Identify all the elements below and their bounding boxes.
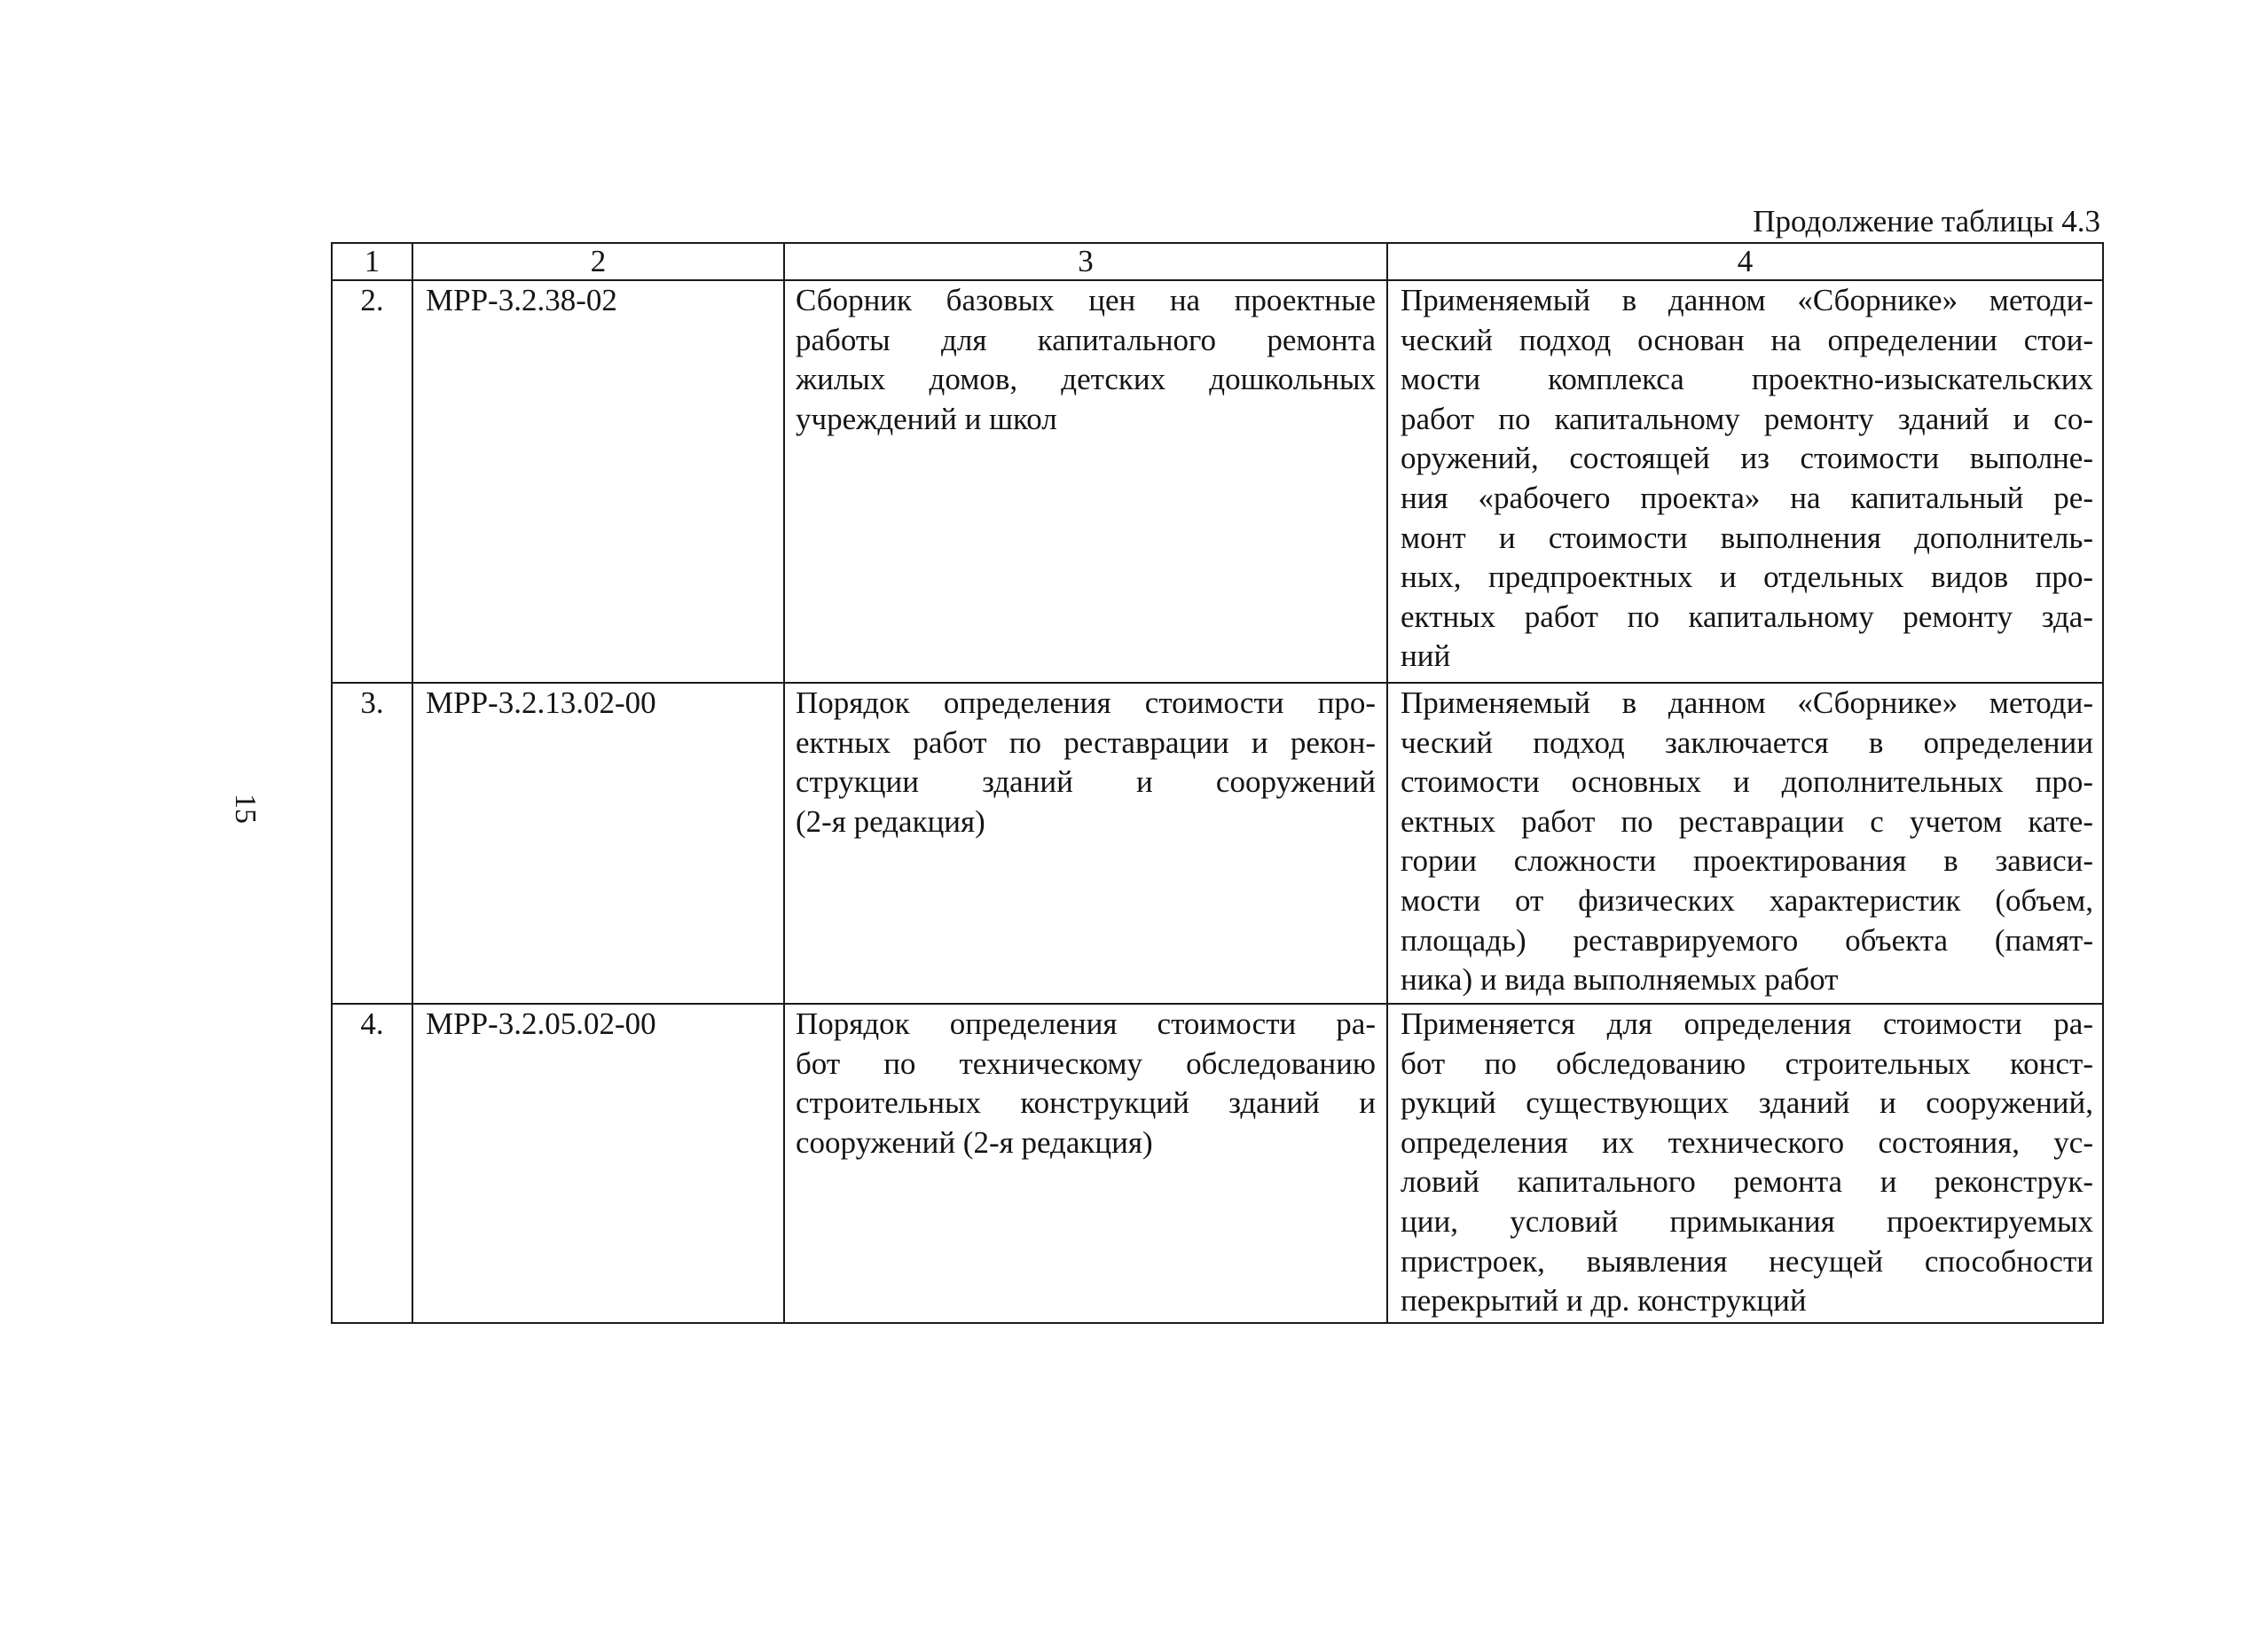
row-number: 3.	[332, 683, 412, 1004]
description-line: ловий капитального ремонта и реконструк-	[1401, 1164, 2093, 1200]
document-description	[1387, 683, 2103, 1004]
table-row	[332, 280, 2103, 683]
title-line: (2-я редакция)	[796, 803, 985, 839]
table-row	[332, 683, 2103, 1004]
header-col-4: 4	[1387, 243, 2103, 280]
description-line: ектных работ по капитальному ремонту зда-	[1401, 599, 2093, 634]
description-line: работ по капитальному ремонту зданий и со-	[1401, 401, 2093, 436]
description-line: ника) и вида выполняемых работ	[1401, 962, 1839, 998]
description-line: ческий подход основан на определении стои-	[1401, 322, 2093, 357]
description-line: определения их технического состояния, ус-	[1401, 1124, 2093, 1160]
title-line: бот по техническому обследованию	[796, 1045, 1376, 1081]
description-line: ных, предпроектных и отдельных видов про-	[1401, 560, 2093, 595]
document-code: МРР-3.2.05.02-00	[412, 1004, 784, 1323]
description-line: мости от физических характеристик (объем,	[1401, 882, 2093, 918]
description-line: ний	[1401, 638, 1451, 674]
title-line: жилых домов, детских дошкольных	[796, 362, 1376, 397]
description-line: рукций существующих зданий и сооружений,	[1401, 1085, 2093, 1121]
description-line: Применяется для определения стоимости ра-	[1401, 1006, 2093, 1041]
table-row	[332, 1004, 2103, 1323]
description-line: ции, условий примыкания проектируемых	[1401, 1203, 2093, 1239]
title-line: строительных конструкций зданий и	[796, 1085, 1376, 1121]
description-line: мости комплекса проектно-изыскательских	[1401, 362, 2093, 397]
description-line: перекрытий и др. конструкций	[1401, 1283, 1807, 1319]
table-caption: Продолжение таблицы 4.3	[1753, 204, 2100, 239]
header-col-1: 1	[332, 243, 412, 280]
description-line: монт и стоимости выполнения дополнитель-	[1401, 520, 2093, 555]
description-line: стоимости основных и дополнительных про-	[1401, 764, 2093, 800]
title-line: струкции зданий и сооружений	[796, 764, 1376, 800]
header-row	[332, 243, 2103, 280]
description-line: ческий подход заключается в определении	[1401, 724, 2093, 760]
description-line: Применяемый в данном «Сборнике» методи-	[1401, 685, 2093, 720]
standards-table	[331, 242, 2104, 1324]
document-code: МРР-3.2.13.02-00	[412, 683, 784, 1004]
description-line: бот по обследованию строительных конст-	[1401, 1045, 2093, 1081]
title-line: Сборник базовых цен на проектные	[796, 283, 1376, 317]
title-line: ектных работ по реставрации и рекон-	[796, 724, 1376, 760]
title-line: Порядок определения стоимости про-	[796, 685, 1376, 720]
title-line: сооружений (2-я редакция)	[796, 1124, 1153, 1160]
page-number: 15	[229, 794, 262, 824]
header-col-2: 2	[412, 243, 784, 280]
table-header	[332, 243, 2103, 280]
document-code: МРР-3.2.38-02	[412, 280, 784, 683]
row-number: 4.	[332, 1004, 412, 1323]
document-description	[1387, 280, 2103, 683]
document-description	[1387, 1004, 2103, 1323]
document-title	[784, 280, 1387, 683]
header-col-3: 3	[784, 243, 1387, 280]
description-line: ния «рабочего проекта» на капитальный ре-	[1401, 480, 2093, 515]
document-title	[784, 1004, 1387, 1323]
description-line: пристроек, выявления несущей способности	[1401, 1243, 2093, 1279]
document-title	[784, 683, 1387, 1004]
description-line: площадь) реставрируемого объекта (памят-	[1401, 922, 2093, 958]
title-line: Порядок определения стоимости ра-	[796, 1006, 1376, 1041]
description-line: Применяемый в данном «Сборнике» методи-	[1401, 283, 2093, 317]
title-line: работы для капитального ремонта	[796, 322, 1376, 357]
description-line: ектных работ по реставрации с учетом кате-	[1401, 803, 2093, 839]
description-line: гории сложности проектирования в зависи-	[1401, 843, 2093, 879]
description-line: оружений, состоящей из стоимости выполне-	[1401, 441, 2093, 476]
title-line: учреждений и школ	[796, 401, 1057, 436]
row-number: 2.	[332, 280, 412, 683]
